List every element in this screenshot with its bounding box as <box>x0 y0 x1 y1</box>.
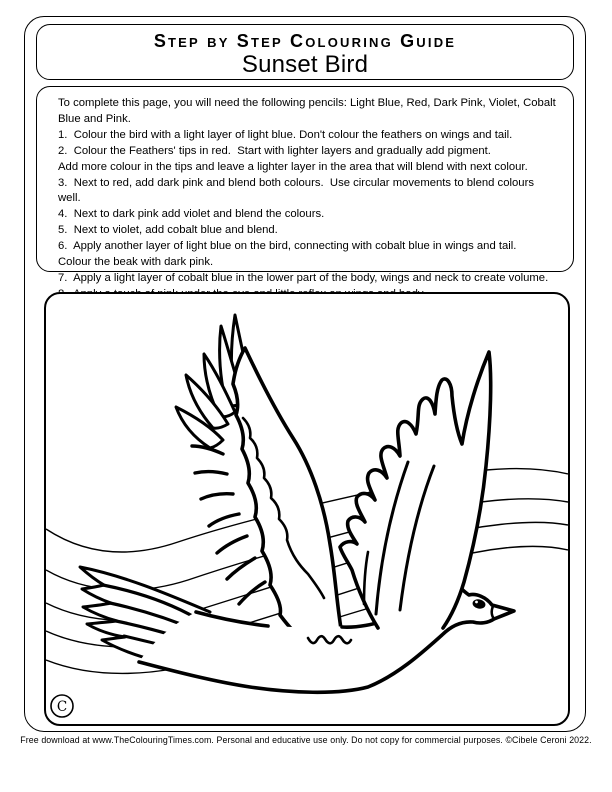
footer-credit: Free download at www.TheColouringTimes.com. Personal and educative use only. Do not copy for commercial purposes. ©Cibele Ceroni 2022. <box>20 735 592 745</box>
left-wing <box>233 348 344 648</box>
artist-copyright-mark <box>51 695 73 717</box>
instruction-note-2: Colour the beak with dark pink. <box>58 256 214 269</box>
svg-text:C: C <box>56 699 68 715</box>
page-title: Sunset Bird <box>241 51 369 78</box>
instruction-step-6: 6. Apply another layer of light blue on the bird, connecting with cobalt blue in wings and tail. <box>58 240 517 253</box>
guide-kicker: Step by Step Colouring Guide <box>153 31 457 51</box>
instruction-step-3: 3. Next to red, add dark pink and blend both colours. Use circular movements to blend colours well. <box>58 176 538 205</box>
sunset-bird-drawing <box>46 294 568 724</box>
instruction-note-1: Add more colour in the tips and leave a lighter layer in the area that will blend with next colour. <box>58 160 528 173</box>
right-wing <box>340 352 491 633</box>
colouring-picture-frame <box>44 292 570 726</box>
instruction-step-7: 7. Apply a light layer of cobalt blue in the lower part of the body, wings and neck to create volume. <box>58 271 549 284</box>
instruction-step-4: 4. Next to dark pink add violet and blend the colours. <box>58 208 325 221</box>
instructions-panel <box>36 86 574 284</box>
instruction-step-5: 5. Next to violet, add cobalt blue and blend. <box>58 224 278 237</box>
instruction-step-2: 2. Colour the Feathers' tips in red. Start with lighter layers and gradually add pigment. <box>58 144 491 157</box>
header <box>36 24 574 80</box>
instruction-step-1: 1. Colour the bird with a light layer of light blue. Don't colour the feathers on wings and tail. <box>58 128 513 141</box>
instruction-intro: To complete this page, you will need the following pencils: Light Blue, Red, Dark Pink, Violet, Cobalt Blue and Pink. <box>58 97 559 125</box>
